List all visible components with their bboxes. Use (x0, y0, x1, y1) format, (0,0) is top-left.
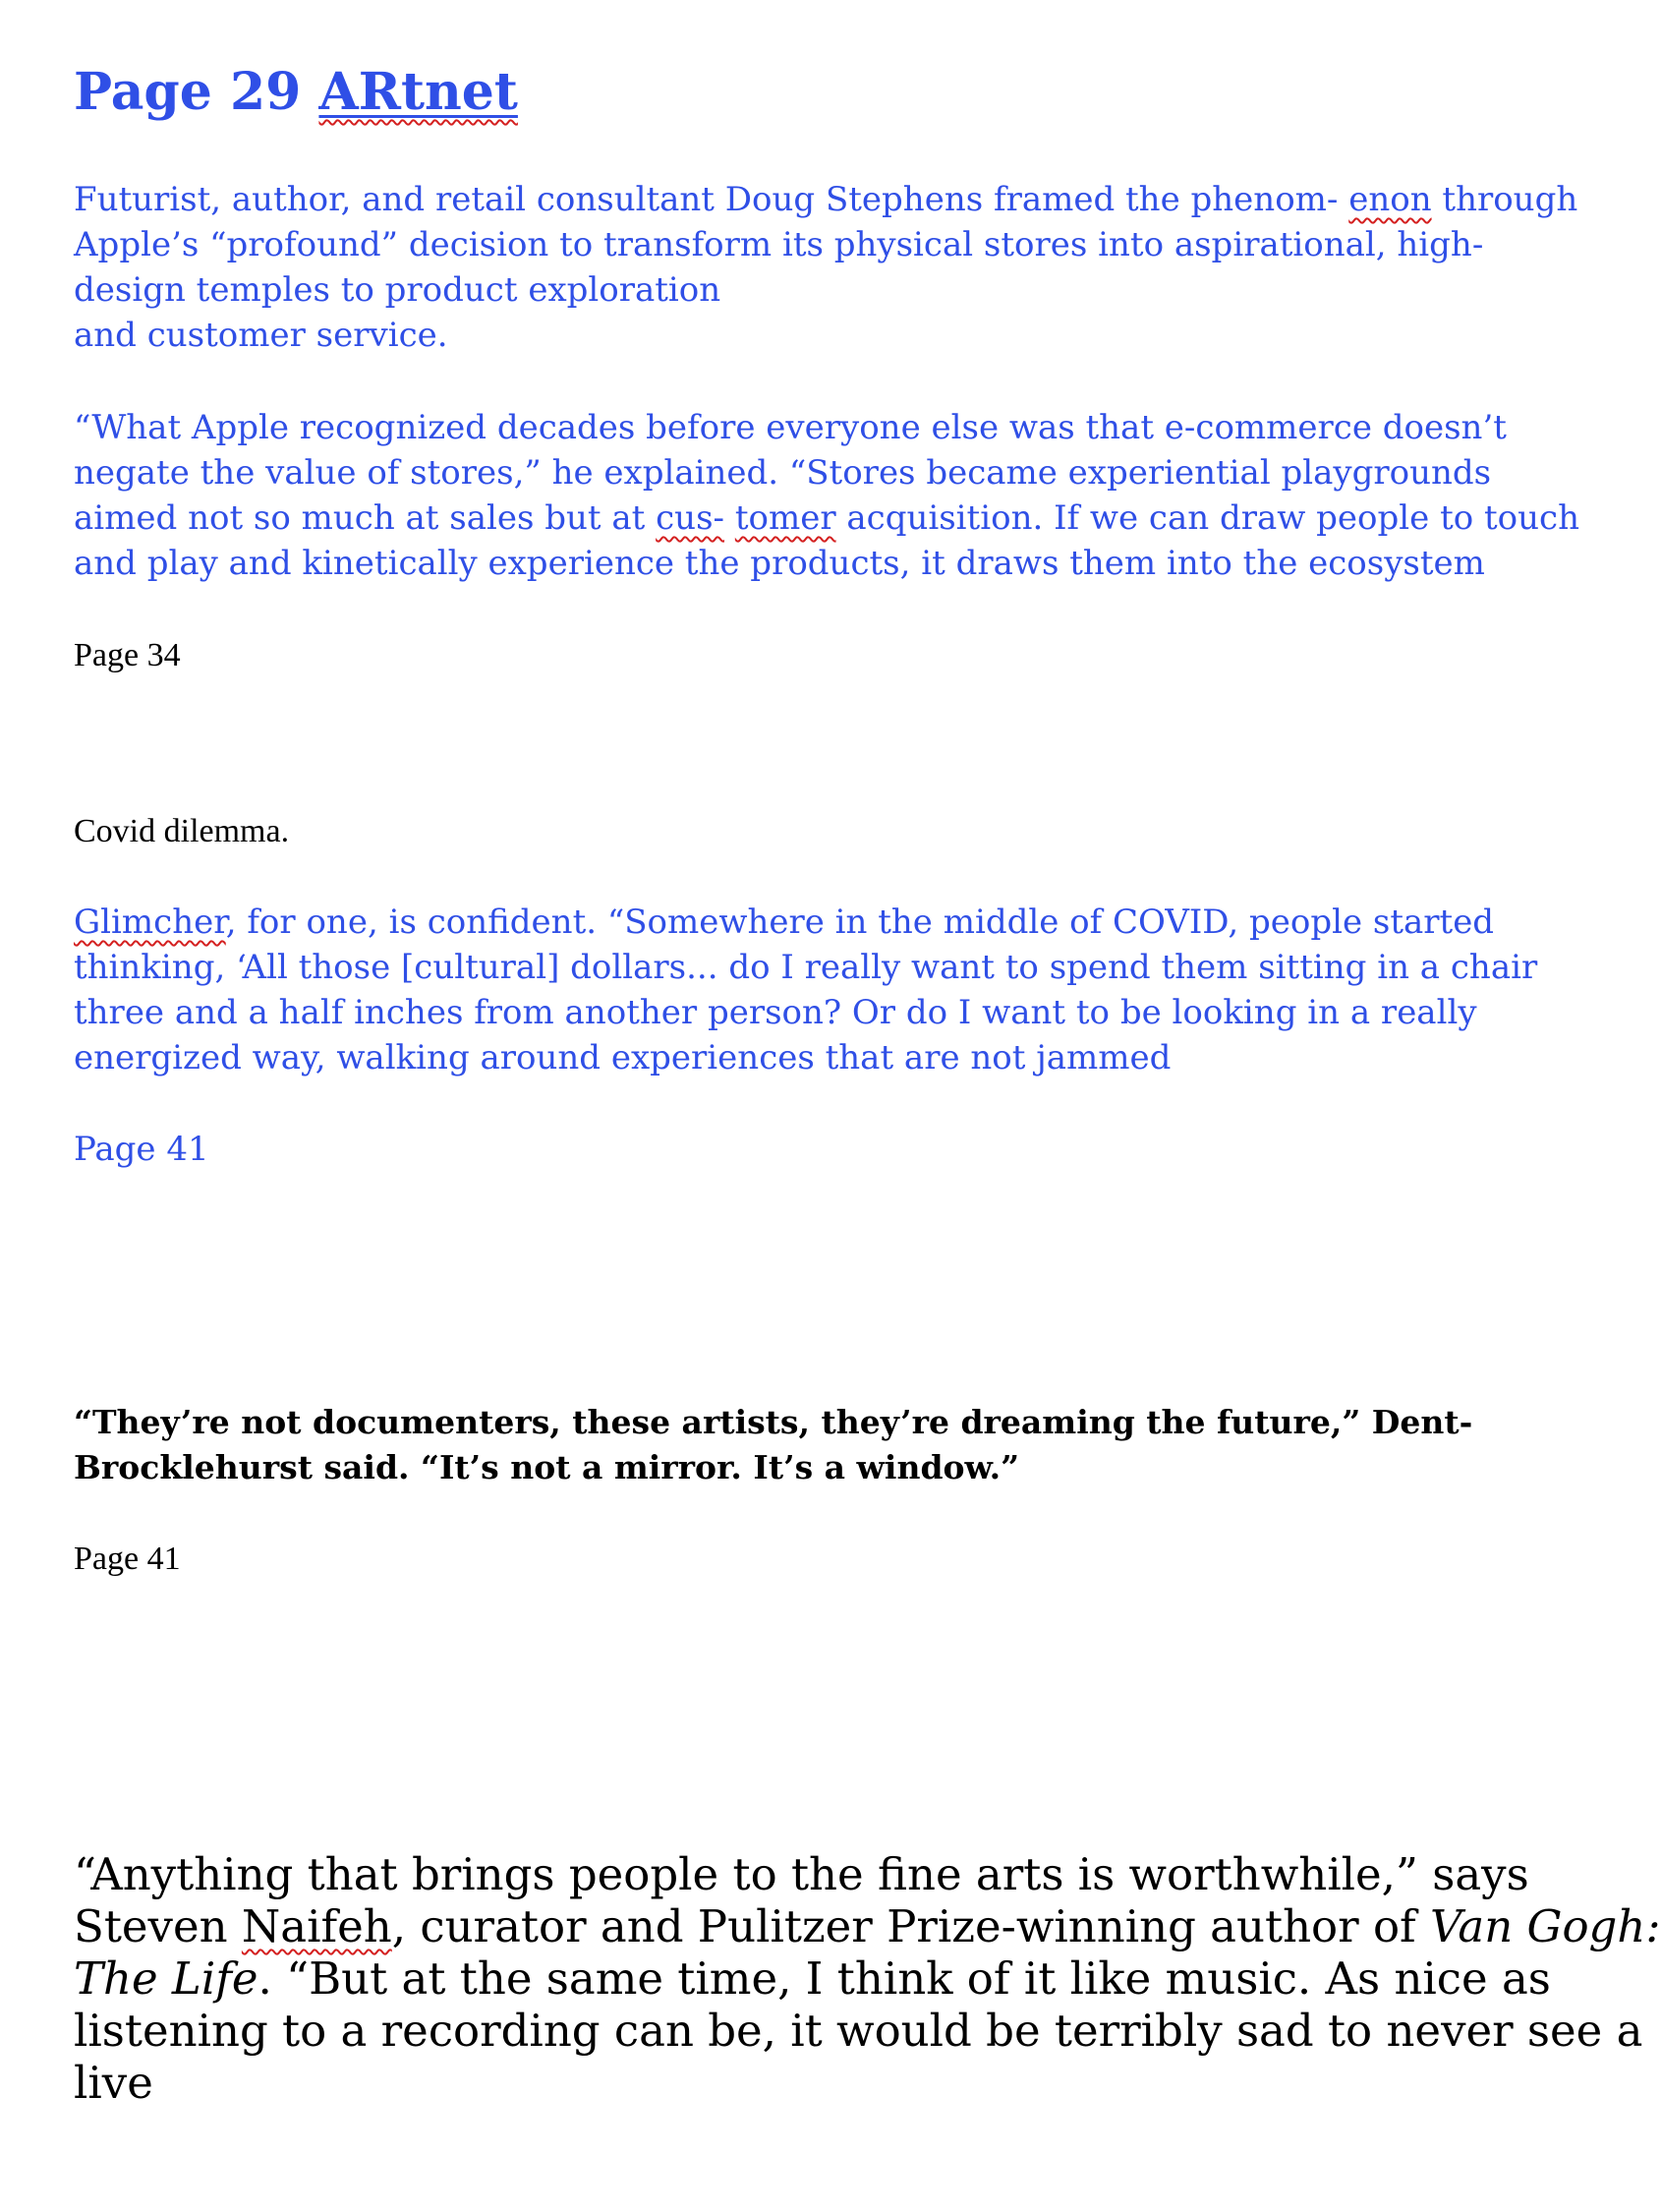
section-label-covid: Covid dilemma. (74, 813, 290, 849)
text-line: “Anything that brings people to the fine arts is worthwhile,” says (74, 1848, 1529, 1900)
text-line: and customer service. (74, 316, 448, 355)
misspelled-word[interactable]: Glimcher (74, 902, 226, 942)
book-title-italic: Van Gogh: (1430, 1900, 1661, 1952)
text-line: thinking, ‘All those [cultural] dollars... do I really want to spend them sitting in a chair (74, 948, 1538, 987)
text-line: aimed not so much at sales but at cus- tomer acquisition. If we can draw people to touch (74, 498, 1579, 538)
text-line: The Life. “But at the same time, I think of it like music. As nice as (74, 1952, 1551, 2005)
page-reference-41-black: Page 41 (74, 1541, 181, 1577)
text-line: “They’re not documenters, these artists, they’re dreaming the future,” Dent- (74, 1403, 1473, 1441)
text-line: listening to a recording can be, it would be terribly sad to never see a (74, 2005, 1643, 2057)
misspelled-word[interactable]: enon (1348, 180, 1432, 219)
misspelled-word[interactable]: Naifeh (241, 1900, 392, 1952)
heading-prefix: Page 29 (74, 62, 319, 122)
text-line: “What Apple recognized decades before everyone else was that e-commerce doesn’t (74, 408, 1507, 447)
page-reference-41-blue: Page 41 (74, 1130, 209, 1169)
text-line: Apple’s “profound” decision to transform its physical stores into aspirational, high- (74, 225, 1484, 264)
text-line: energized way, walking around experiences that are not jammed (74, 1038, 1172, 1077)
paragraph-doug-stephens (74, 177, 1578, 358)
text-line: design temples to product exploration (74, 270, 721, 310)
artnet-link[interactable]: ARtnet (318, 62, 518, 122)
text-line: three and a half inches from another person? Or do I want to be looking in a really (74, 993, 1477, 1032)
text-line: live (74, 2057, 153, 2109)
text-line: negate the value of stores,” he explained. “Stores became experiential playgrounds (74, 453, 1492, 493)
quote-dent-brocklehurst (74, 1400, 1568, 1490)
book-title-italic: The Life (74, 1952, 258, 2005)
text-line: Steven Naifeh, curator and Pulitzer Prize-winning author of Van Gogh: (74, 1900, 1661, 1952)
paragraph-apple-quote (74, 405, 1579, 586)
text-line: and play and kinetically experience the products, it draws them into the ecosystem (74, 544, 1485, 583)
text-line: Futurist, author, and retail consultant Doug Stephens framed the phenom- enon through (74, 180, 1578, 219)
page-heading (74, 61, 518, 124)
paragraph-glimcher (74, 900, 1568, 1080)
text-line: Glimcher, for one, is confident. “Somewhere in the middle of COVID, people started (74, 902, 1495, 942)
misspelled-word[interactable]: cus- (656, 498, 725, 538)
page-reference-34: Page 34 (74, 637, 181, 673)
paragraph-naifeh-quote (74, 1848, 1661, 2109)
text-line: Brocklehurst said. “It’s not a mirror. It’s a window.” (74, 1448, 1020, 1486)
misspelled-word[interactable]: tomer (734, 498, 836, 538)
